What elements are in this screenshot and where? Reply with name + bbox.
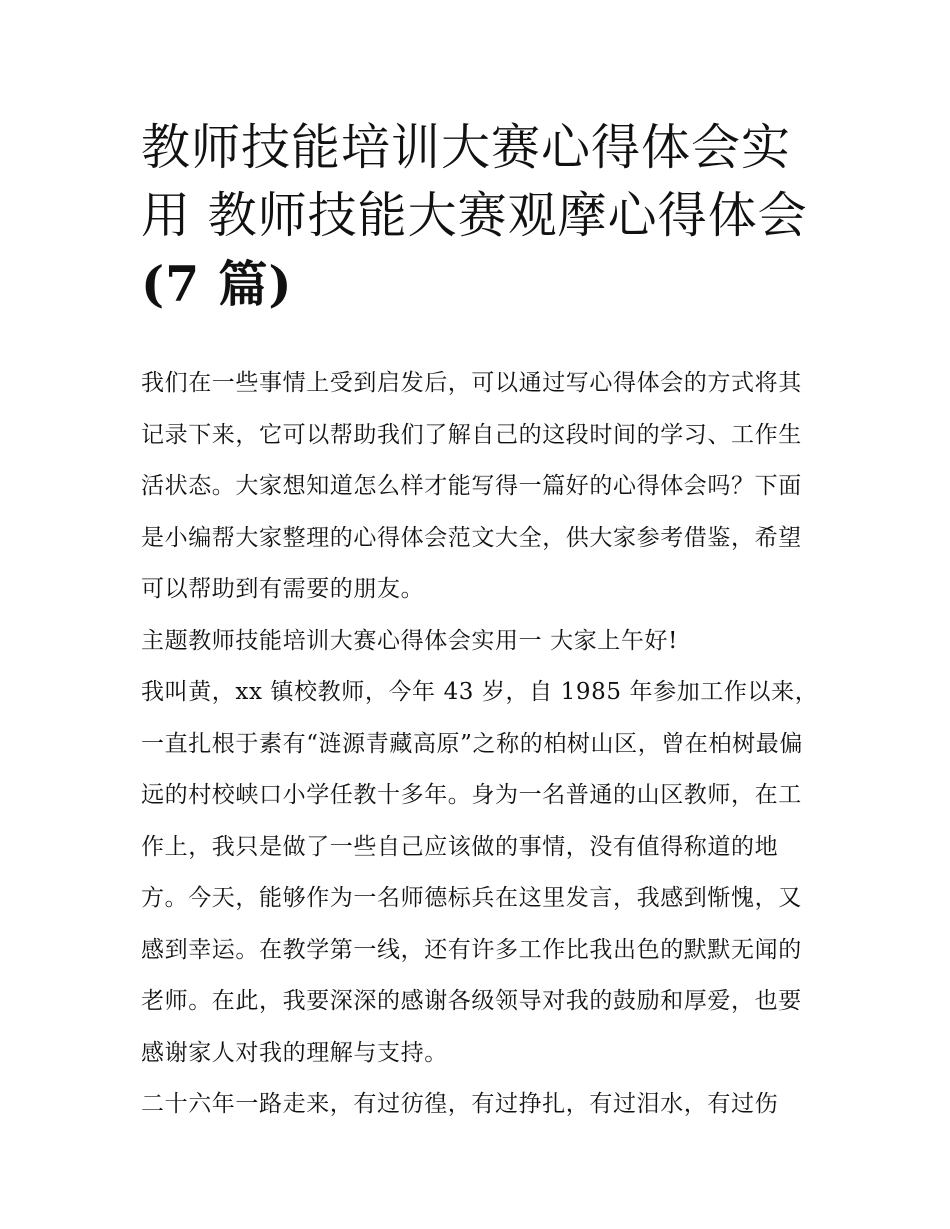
- title-line-3: (7 篇): [141, 255, 293, 313]
- title-line-1: 教师技能培训大赛心得体会实: [141, 119, 792, 176]
- body-paragraph-continued: 二十六年一路走来，有过彷徨，有过挣扎，有过泪水，有过伤: [141, 1091, 779, 1117]
- title-line-2: 用 教师技能大赛观摩心得体会: [141, 187, 808, 244]
- document-body: [141, 358, 821, 1131]
- section-heading-paragraph: 主题教师技能培训大赛心得体会实用一 大家上午好!: [141, 627, 678, 654]
- intro-paragraph: 我们在一些事情上受到启发后，可以通过写心得体会的方式将其记录下来，它可以帮助我们了解自己的这段时间的学习、工作生活状态。大家想知道怎么样才能写得一篇好的心得体会吗？下面是小编帮大家整理的心得体会范文大全，供大家参考借鉴，希望可以帮助到有需要的朋友。: [141, 370, 802, 602]
- document-title: [141, 114, 831, 319]
- body-paragraph: 我叫黄，xx 镇校教师，今年 43 岁，自 1985 年参加工作以来，一直扎根于素有“涟源青藏高原”之称的柏树山区，曾在柏树最偏远的村校峡口小学任教十多年。身为一名普通的山区教师，在工作上，我只是做了一些自己应该做的事情，没有值得称道的地方。今天，能够作为一名师德标兵在这里发言，我感到惭愧，又感到幸运。在教学第一线，还有许多工作比我出色的默默无闻的老师。在此，我要深深的感谢各级领导对我的鼓励和厚爱，也要感谢家人对我的理解与支持。: [141, 679, 819, 1066]
